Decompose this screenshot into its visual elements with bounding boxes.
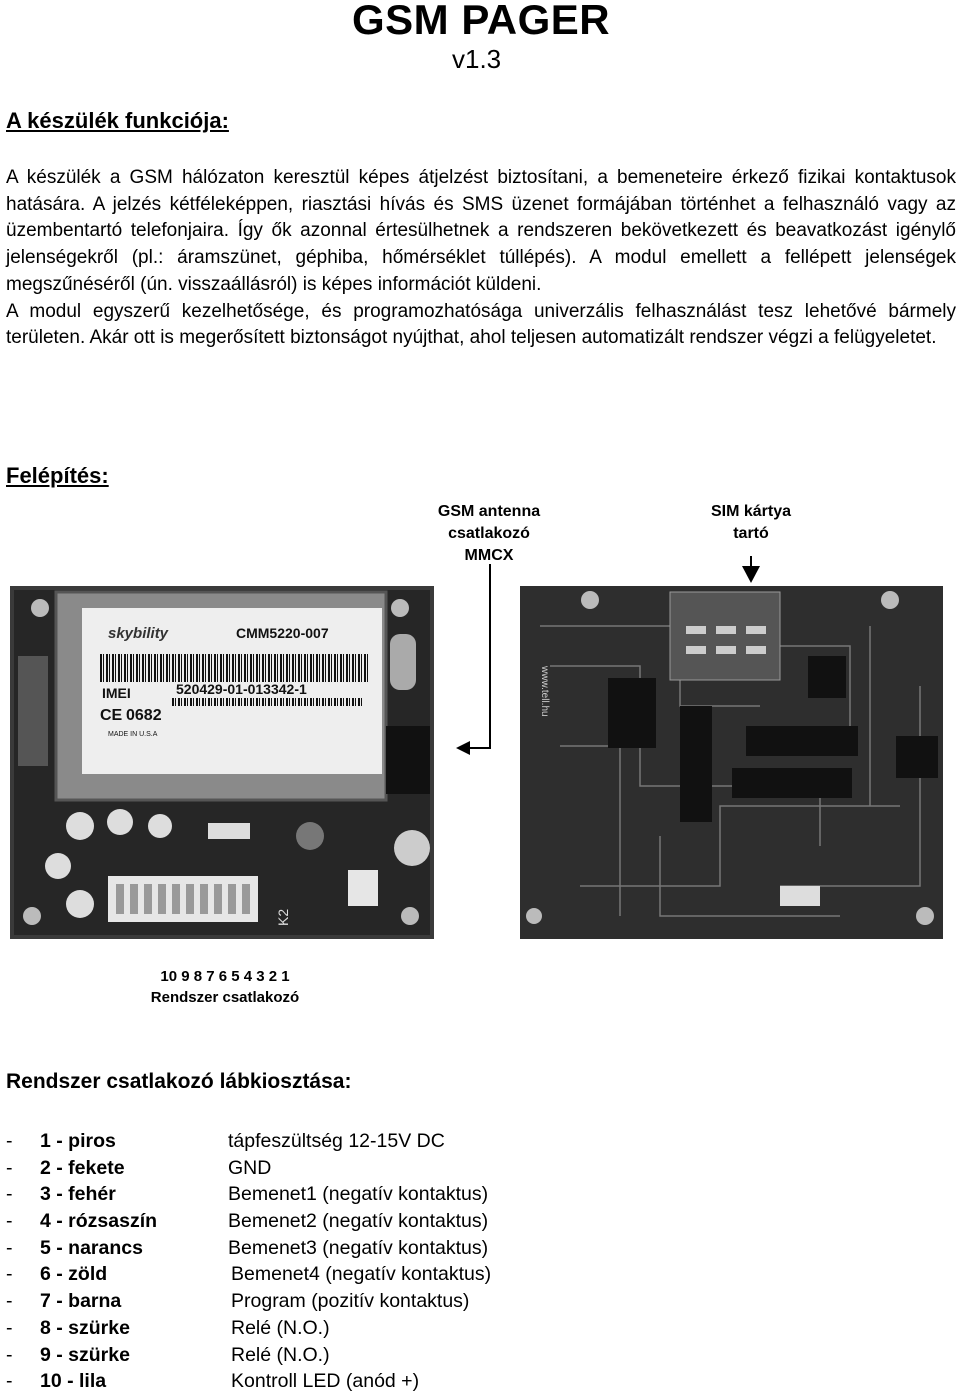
section-heading-function: A készülék funkciója: [6, 108, 229, 133]
section-heading-structure: Felépítés: [6, 463, 109, 488]
imei-label: IMEI [102, 685, 131, 701]
connector-title: Rendszer csatlakozó [150, 989, 300, 1006]
description-paragraph: A modul egyszerű kezelhetősége, és programozhatósága univerzális felhasználást tesz lehetővé bármely területen. Akár ott is megerősített biztonságot nyújthat, ahol teljesen automatizált rendszer végzi a felügyeletet. [6, 300, 956, 349]
sim-holder-label: SIM kártya tartó [710, 503, 792, 542]
document-title: GSM PAGER [352, 0, 611, 43]
ce-number: 0682 [126, 707, 162, 724]
pcb-photo-module-side [10, 586, 434, 939]
ce-mark: CE [100, 707, 123, 724]
module-brand: skybility [108, 625, 169, 642]
antenna-connector-label: GSM antenna csatlakozó MMCX [437, 503, 541, 564]
system-connector-label [90, 966, 360, 1008]
connector-pin-numbers: 10 9 8 7 6 5 4 3 2 1 [160, 968, 290, 985]
k2-silkscreen: K2 [275, 908, 291, 926]
module-model: CMM5220-007 [236, 625, 329, 641]
section-heading-pinout: Rendszer csatlakozó lábkiosztása: [6, 1070, 352, 1093]
version-label: v1.3 [452, 44, 502, 74]
made-in-label: MADE IN U.S.A [108, 731, 158, 738]
imei-number: 520429-01-013342-1 [176, 681, 307, 697]
description-paragraph: A készülék a GSM hálózaton keresztül képes átjelzést biztosítani, a bemeneteire érkező fizikai kontaktusok hatására. A jelzés kétféleképpen, riasztási hívás és SMS üzenet formájában történhet a felhasználó vagy az üzembentartó telefonjaira. Így ők azonnal értesülhetnek a rendszeren bekövetkezett és beavatkozást igénylő jelenségekről (pl.: áramszünet, géphiba, hőmérséklet túllépés). A modul emellett a fellépett jelenségek megszűnéséről (ún. visszaállásról) is képes információt küldeni. [6, 167, 956, 295]
url-silkscreen: www.tell.hu [539, 666, 550, 717]
pcb-photo-circuit-side [520, 586, 943, 939]
